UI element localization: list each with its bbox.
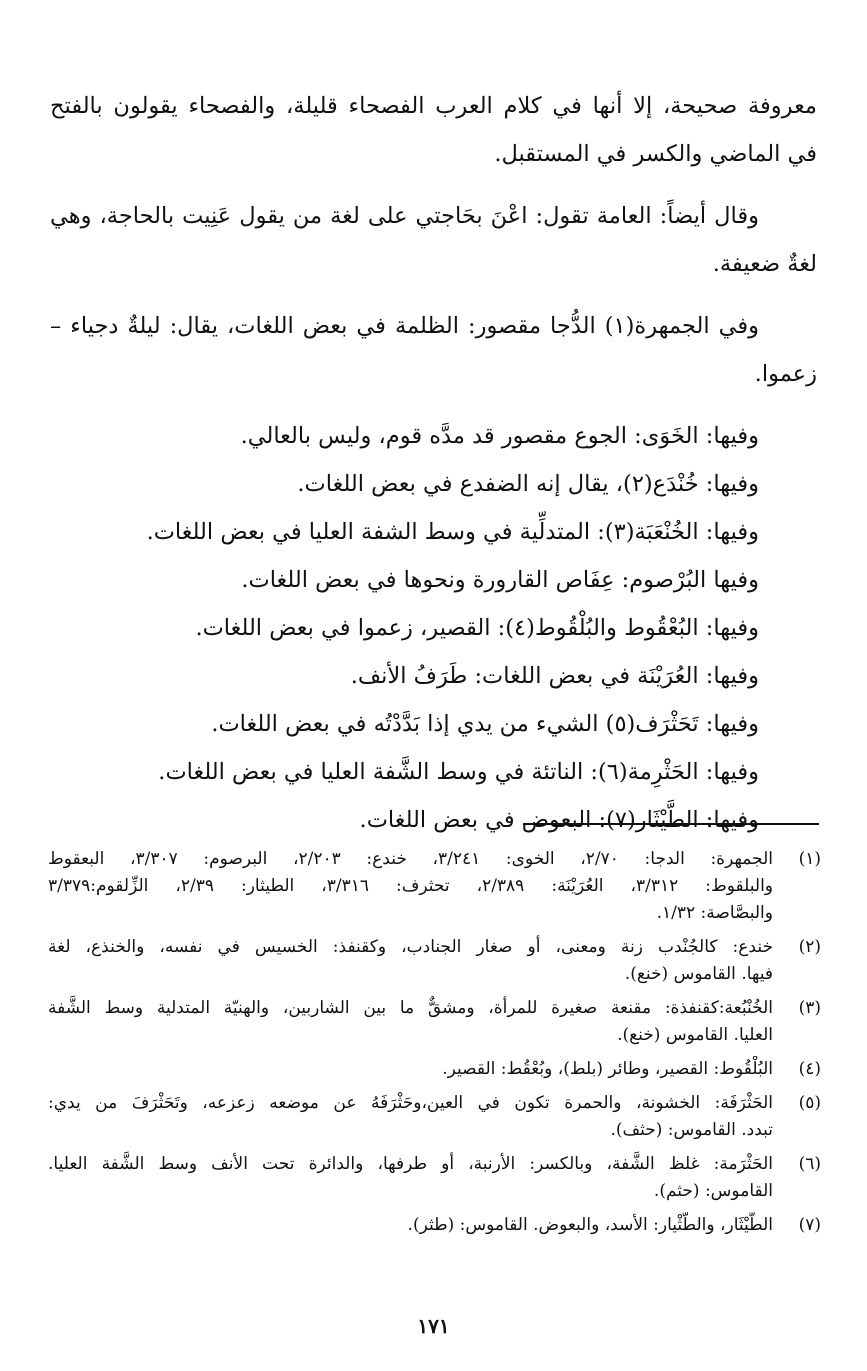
body-line: معروفة صحيحة، إلا أنها في كلام العرب الفصحاء قليلة، والفصحاء يقولون بالفتح (50, 93, 817, 119)
body-line: وفيها: الخُنْعَبَة(٣): المتدلِّية في وسط الشفة العليا في بعض اللغات. (146, 519, 759, 545)
body-line: وفي الجمهرة(١) الدُّجا مقصور: الظلمة في بعض اللغات، يقال: ليلةٌ دجياء – (50, 313, 759, 339)
body-line: زعموا. (754, 361, 817, 387)
footnote-line: الحَثْرَفَة: الخشونة، والحمرة تكون في العين،وحَثْرَفَهُ عن موضعه زعزعه، وتَحَثْرَفَ من يدي: (48, 1093, 773, 1113)
footnote-number: (٧) (798, 1215, 821, 1235)
footnote (48, 1056, 821, 1083)
body-line: وفيها البُرْصوم: عِفَاص القارورة ونحوها في بعض اللغات. (241, 567, 759, 593)
footnote-line: الحَثْرَمة: غلظ الشَّفة، وبالكسر: الأرنبة، أو طرفها، والدائرة تحت الأنف وسط الشَّفة العليا. (48, 1154, 773, 1174)
footnote-number: (٦) (798, 1154, 821, 1174)
footnote (48, 934, 821, 988)
main-text (50, 82, 817, 844)
footnote-line: الخُنْبُعة:كقنفذة: مقنعة صغيرة للمرأة، ومشقٌّ ما بين الشاربين، والهنيّة المتدلية وسط الشَّفة (48, 998, 773, 1018)
footnote (48, 846, 821, 927)
footnote-number: (٣) (798, 998, 821, 1018)
body-line: وقال أيضاً: العامة تقول: اعْنَ بحَاجتي على لغة من يقول عَنِيت بالحاجة، وهي (50, 203, 759, 229)
footnote (48, 1212, 821, 1239)
body-line: وفيها: الحَثْرِمة(٦): الناتئة في وسط الشَّفة العليا في بعض اللغات. (158, 759, 759, 785)
footnote-number: (١) (798, 849, 821, 869)
footnote-separator (523, 823, 819, 825)
footnote-line: والبصَّاصة: ١/٣٢. (656, 903, 773, 923)
footnotes (48, 846, 821, 1246)
body-line: وفيها: العُرَيْنَة في بعض اللغات: طَرَفُ الأنف. (350, 663, 759, 689)
footnote-line: والبلقوط: ٣/٣١٢، العُرَيْنَة: ٢/٣٨٩، تحثرف: ٣/٣١٦، الطيثار: ٢/٣٩، الزِّلقوم:٣/٣٧٩ (48, 876, 774, 896)
footnote-line: الجمهرة: الدجا: ٢/٧٠، الخوى: ٣/٢٤١، خندع: ٢/٢٠٣، البرصوم: ٣/٣٠٧، البعقوط (48, 849, 774, 869)
footnote-line: تبدد. القاموس: (حثف). (610, 1120, 773, 1140)
body-line: لغةٌ ضعيفة. (712, 251, 817, 277)
footnote-line: الطَّيْثَار، والطَّثْيار: الأسد، والبعوض. القاموس: (طثر). (407, 1215, 773, 1235)
footnote-line: القاموس: (حثم). (653, 1181, 773, 1201)
footnote-line: البُلْقُوط: القصير، وطائر (بلط)، وبُعْقُط: القصير. (442, 1059, 773, 1079)
body-line: وفيها: تَحَثْرَف(٥) الشيء من يدي إذا بَدَّدْتُه في بعض اللغات. (211, 711, 759, 737)
footnote-number: (٢) (798, 937, 821, 957)
footnote (48, 1151, 821, 1205)
body-line: وفيها: الطَّيْثَار(٧): البعوض في بعض اللغات. (359, 807, 759, 833)
page-number: ١٧١ (417, 1314, 450, 1338)
footnote (48, 1090, 821, 1144)
footnote-line: فيها. القاموس (خنع). (624, 964, 773, 984)
body-line: وفيها: البُعْقُوط والبُلْقُوط(٤): القصير، زعموا في بعض اللغات. (195, 615, 759, 641)
body-line: في الماضي والكسر في المستقبل. (494, 141, 817, 167)
footnote-number: (٥) (798, 1093, 821, 1113)
footnote-number: (٤) (798, 1059, 821, 1079)
footnote-line: العليا. القاموس (خنع). (617, 1025, 773, 1045)
body-line: وفيها: خُنْدَع(٢)، يقال إنه الضفدع في بعض اللغات. (297, 471, 759, 497)
footnote (48, 995, 821, 1049)
body-line: وفيها: الخَوَى: الجوع مقصور قد مدَّه قوم، وليس بالعالي. (240, 423, 759, 449)
footnote-line: خندع: كالجُنْدب زنة ومعنى، أو صغار الجنادب، وكقنفذ: الخسيس في نفسه، والخنذع، لغة (48, 937, 773, 957)
